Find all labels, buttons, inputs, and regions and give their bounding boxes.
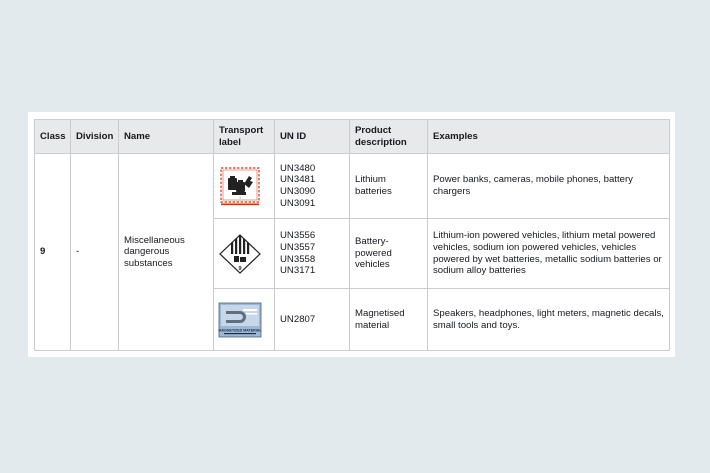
un-id: UN3557 bbox=[280, 241, 316, 253]
svg-text:!: ! bbox=[239, 195, 241, 200]
svg-text:9: 9 bbox=[238, 265, 242, 272]
un-id: UN3558 bbox=[280, 253, 316, 265]
header-product-description: Product description bbox=[350, 120, 428, 154]
examples-cell: Power banks, cameras, mobile phones, battery chargers bbox=[428, 154, 670, 219]
un-id-cell bbox=[275, 219, 350, 289]
un-id: UN3091 bbox=[280, 197, 316, 209]
transport-label-cell bbox=[214, 219, 275, 289]
header-transport-label: Transport label bbox=[214, 120, 275, 154]
class-cell: 9 bbox=[35, 154, 71, 351]
dangerous-goods-table bbox=[34, 119, 670, 351]
magnetised-material-label-icon bbox=[218, 301, 262, 339]
un-id: UN3090 bbox=[280, 186, 316, 197]
product-description-cell: Lithium batteries bbox=[350, 154, 428, 219]
un-id-cell bbox=[275, 154, 350, 219]
transport-label-cell bbox=[214, 154, 275, 219]
header-examples: Examples bbox=[428, 120, 670, 154]
table-header-row bbox=[35, 120, 670, 154]
table-row bbox=[35, 154, 670, 219]
un-id: UN2807 bbox=[280, 313, 316, 325]
header-division: Division bbox=[71, 120, 119, 154]
un-id: UN3171 bbox=[280, 265, 316, 277]
table-card bbox=[28, 112, 675, 357]
division-cell: - bbox=[71, 154, 119, 351]
examples-cell: Speakers, headphones, light meters, magnetic decals, small tools and toys. bbox=[428, 289, 670, 351]
lithium-battery-label-icon bbox=[218, 166, 262, 206]
un-id: UN3480 bbox=[280, 162, 316, 174]
examples-cell: Lithium-ion powered vehicles, lithium metal powered vehicles, sodium ion powered vehicles, vehicles powered by wet batteries, metallic sodium batteries or sodium alloy batteries bbox=[428, 219, 670, 289]
header-class: Class bbox=[35, 120, 71, 154]
product-description-cell: Magnetised material bbox=[350, 289, 428, 351]
un-id: UN3556 bbox=[280, 230, 316, 242]
un-id: UN3481 bbox=[280, 174, 316, 186]
magnet-label-text: MAGNETIZED MATERIAL bbox=[218, 328, 262, 332]
product-description-cell: Battery-powered vehicles bbox=[350, 219, 428, 289]
name-cell: Miscellaneous dangerous substances bbox=[119, 154, 214, 351]
class-9-hazard-diamond-icon bbox=[218, 233, 262, 275]
un-id-cell bbox=[275, 289, 350, 351]
header-un-id: UN ID bbox=[275, 120, 350, 154]
header-name: Name bbox=[119, 120, 214, 154]
transport-label-cell bbox=[214, 289, 275, 351]
